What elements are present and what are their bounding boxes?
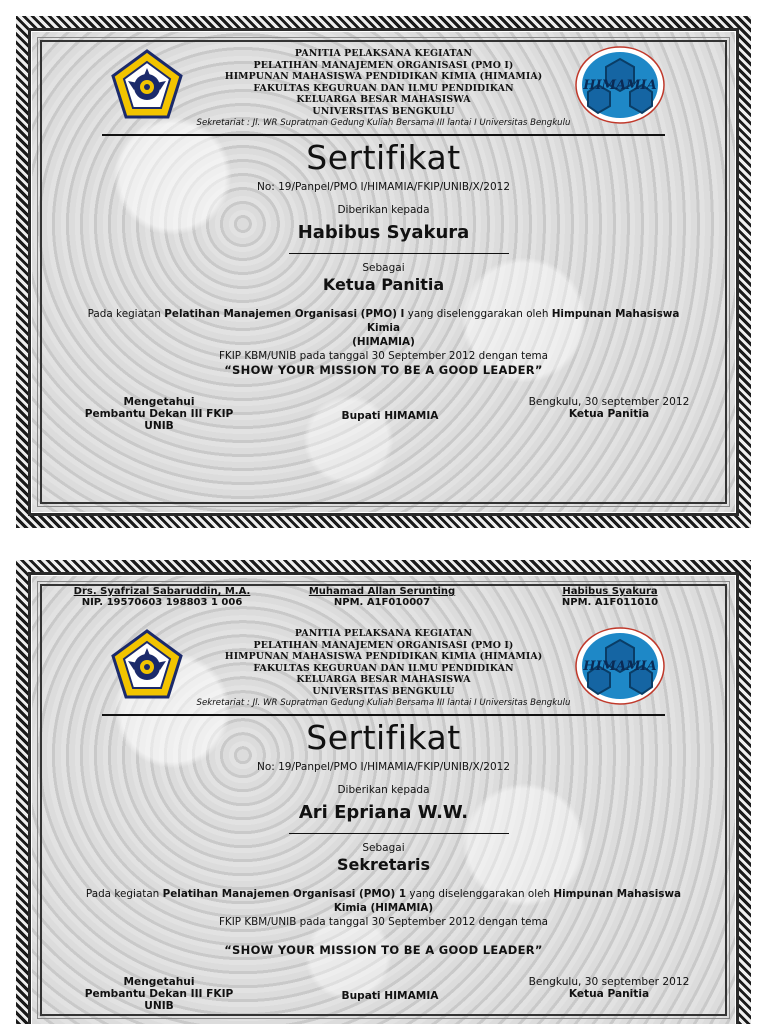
signature-block-left [74, 396, 244, 432]
himamia-logo-text: HIMAMIA [583, 78, 657, 93]
para-prefix: Pada kegiatan [85, 888, 160, 900]
recipient-underline [289, 253, 509, 254]
recipient-underline [289, 833, 509, 834]
signature-block-center [310, 990, 470, 1002]
signatory-3 [550, 586, 670, 608]
knowing-label: Mengetahui [123, 396, 195, 408]
certificate-1 [16, 16, 751, 528]
secretariat-address: Sekretariat : Jl. WR Supratman Gedung Kuliah Bersama III lantai I Universitas Bengkulu [196, 698, 571, 708]
signature-block-right [514, 396, 704, 420]
place-date: Bengkulu, 30 september 2012 [528, 976, 690, 988]
header-line: UNIVERSITAS BENGKULU [312, 105, 455, 117]
para-middle: yang diselenggarakan oleh [409, 888, 551, 900]
signatory-name: Drs. Syafrizal Sabaruddin, M.A. [73, 586, 251, 597]
certificate-title: Sertifikat [306, 138, 461, 177]
activity-description [82, 887, 685, 929]
sig3-title: Ketua Panitia [568, 988, 650, 1000]
organizer-header [32, 628, 735, 697]
header-line: HIMPUNAN MAHASISWA PENDIDIKAN KIMIA (HIMAMIA) [224, 71, 543, 82]
para-prefix: Pada kegiatan [87, 308, 161, 320]
certificate-frame [28, 572, 739, 1024]
organizer-name-cont: (HIMAMIA) [352, 336, 415, 348]
theme-quote: “SHOW YOUR MISSION TO BE A GOOD LEADER” [224, 943, 543, 957]
sig1-title: Pembantu Dekan III FKIP UNIB [84, 408, 234, 432]
knowing-label: Mengetahui [123, 976, 195, 988]
signatory-name: Muhamad Allan Serunting [308, 586, 456, 597]
signatory-id: NPM. A1F010007 [333, 597, 431, 608]
organizer-name-cont: Kimia (HIMAMIA) [333, 902, 434, 914]
signatory-name: Habibus Syakura [562, 586, 658, 597]
paisley-background [31, 31, 736, 513]
signatory-id: NPM. A1F011010 [561, 597, 659, 608]
as-label: Sebagai [362, 842, 405, 854]
header-line: HIMPUNAN MAHASISWA PENDIDIKAN KIMIA (HIMAMIA) [224, 651, 543, 662]
signatory-1 [72, 586, 252, 608]
sig3-title: Ketua Panitia [568, 408, 650, 420]
para-middle: yang diselenggarakan oleh [407, 308, 549, 320]
himamia-logo-text: HIMAMIA [583, 659, 657, 674]
certificate-title: Sertifikat [306, 718, 461, 757]
organizer-header [32, 48, 735, 117]
recipient-name: Habibus Syakura [297, 222, 470, 243]
header-line: PANITIA PELAKSANA KEGIATAN [294, 48, 473, 59]
para-line2: FKIP KBM/UNIB pada tanggal 30 September 2012 dengan tema [218, 916, 549, 928]
header-line: PELATIHAN MANAJEMEN ORGANISASI (PMO I) [253, 59, 514, 71]
signatory-2 [297, 586, 467, 608]
sig2-title: Bupati HIMAMIA [341, 410, 439, 422]
recipient-role: Ketua Panitia [322, 275, 445, 294]
recipient-name: Ari Epriana W.W. [298, 802, 469, 823]
paisley-background [31, 575, 736, 1024]
organizer-name: Himpunan Mahasiswa Kimia [366, 308, 680, 334]
signature-block-right [514, 976, 704, 1000]
secretariat-address: Sekretariat : Jl. WR Supratman Gedung Kuliah Bersama III lantai I Universitas Bengkulu [196, 118, 571, 128]
theme-quote: “SHOW YOUR MISSION TO BE A GOOD LEADER” [224, 363, 543, 377]
certificate-number: No: 19/Panpel/PMO I/HIMAMIA/FKIP/UNIB/X/2012 [256, 761, 511, 773]
as-label: Sebagai [362, 262, 405, 274]
signature-block-center [310, 410, 470, 422]
organizer-name: Himpunan Mahasiswa [553, 888, 682, 900]
para-line2: FKIP KBM/UNIB pada tanggal 30 September 2012 dengan tema [218, 350, 549, 362]
sig2-title: Bupati HIMAMIA [341, 990, 439, 1002]
sig1-title: Pembantu Dekan III FKIP UNIB [84, 988, 234, 1012]
activity-name: Pelatihan Manajemen Organisasi (PMO) I [164, 308, 405, 320]
signatory-id: NIP. 19570603 198803 1 006 [81, 597, 243, 608]
recipient-role: Sekretaris [336, 855, 431, 874]
header-line: KELUARGA BESAR MAHASISWA [296, 94, 471, 105]
header-divider [102, 714, 665, 716]
certificate-frame [28, 28, 739, 516]
header-line: FAKULTAS KEGURUAN DAN ILMU PENDIDIKAN [253, 662, 514, 674]
place-date: Bengkulu, 30 september 2012 [528, 396, 690, 408]
header-line: PELATIHAN MANAJEMEN ORGANISASI (PMO I) [253, 639, 514, 651]
header-line: UNIVERSITAS BENGKULU [312, 685, 455, 697]
header-line: FAKULTAS KEGURUAN DAN ILMU PENDIDIKAN [253, 82, 514, 94]
activity-name: Pelatihan Manajemen Organisasi (PMO) 1 [162, 888, 407, 900]
activity-description [72, 307, 695, 363]
header-line: PANITIA PELAKSANA KEGIATAN [294, 628, 473, 639]
signature-block-left [74, 976, 244, 1012]
certificate-number: No: 19/Panpel/PMO I/HIMAMIA/FKIP/UNIB/X/2012 [256, 181, 511, 193]
given-to-label: Diberikan kepada [337, 204, 430, 216]
certificate-2 [16, 560, 751, 1024]
header-divider [102, 134, 665, 136]
given-to-label: Diberikan kepada [337, 784, 430, 796]
header-line: KELUARGA BESAR MAHASISWA [296, 674, 471, 685]
